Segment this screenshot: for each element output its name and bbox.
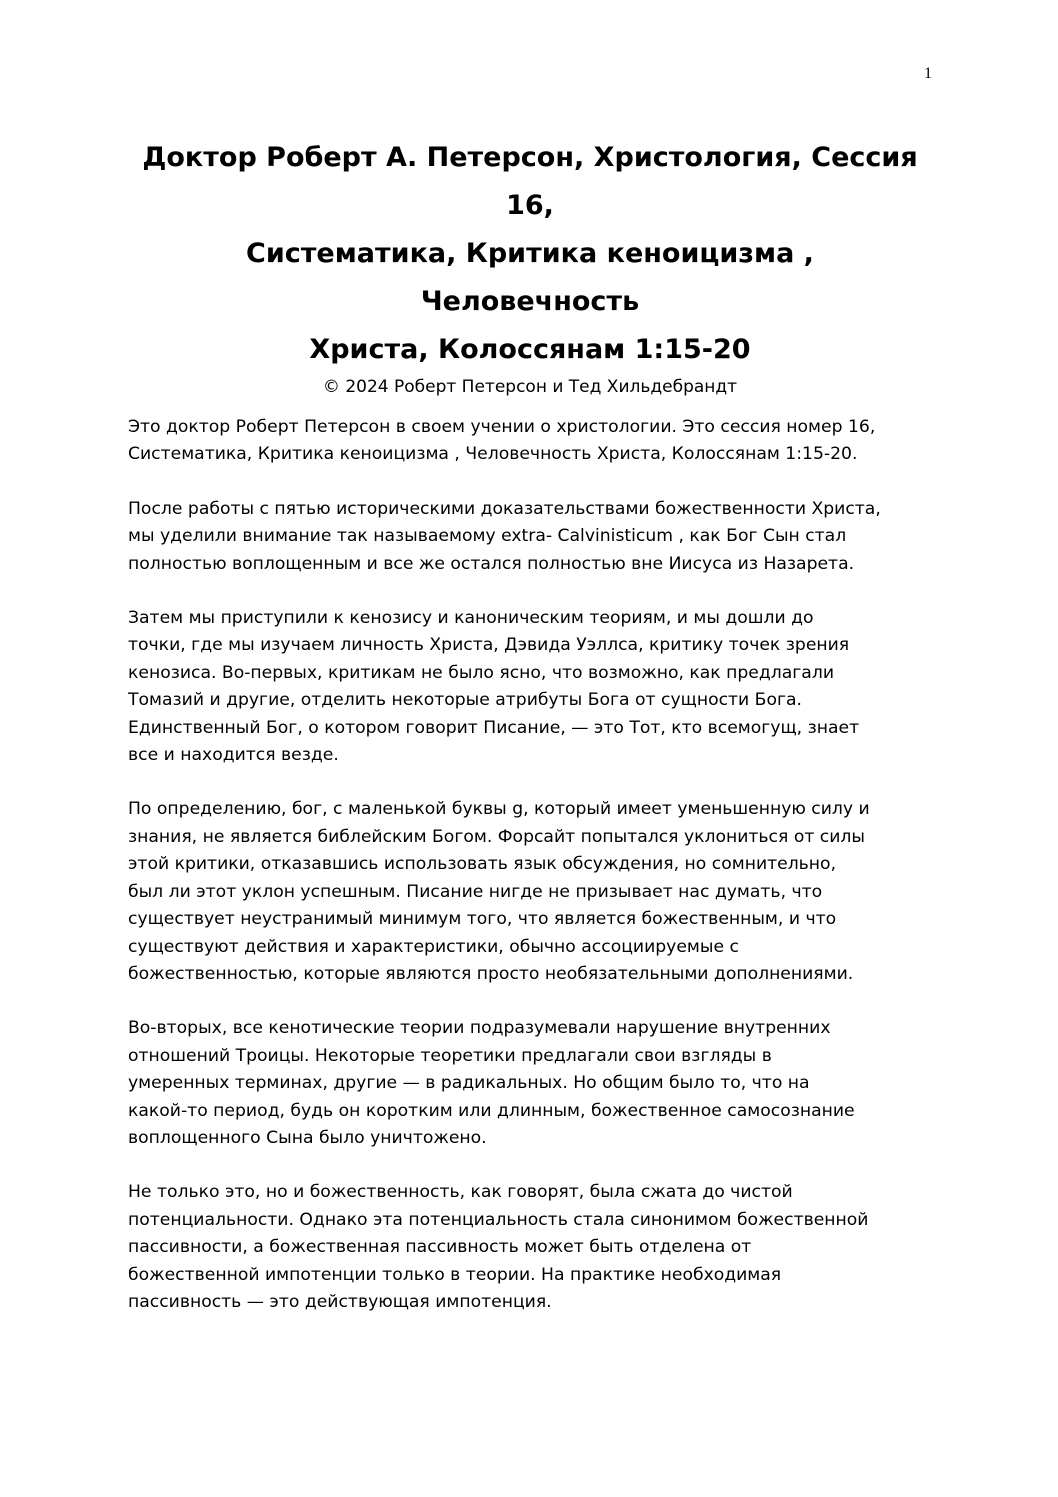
copyright-notice: © 2024 Роберт Петерсон и Тед Хильдебрандт — [322, 377, 738, 397]
paragraph-line: божественной импотенции только в теории. На практике необходимая — [128, 1264, 782, 1285]
paragraph — [128, 496, 936, 578]
paragraph — [128, 1015, 936, 1152]
paragraph-line: все и находится везде. — [128, 745, 339, 766]
paragraph-line: пассивность — это действующая импотенция. — [128, 1291, 552, 1312]
paragraph-line: Систематика, Критика кеноицизма , Человечность Христа, Колоссянам 1:15-20. — [128, 444, 858, 465]
paragraph-line: мы уделили внимание так называемому extra- Calvinisticum , как Бог Сын стал — [128, 526, 847, 547]
paragraph-line: Единственный Бог, о котором говорит Писание, — это Тот, кто всемогущ, знает — [128, 717, 860, 738]
title-line: Систематика, Критика кеноицизма , — [246, 238, 814, 269]
paragraph-line: был ли этот уклон успешным. Писание нигде не призывает нас думать, что — [128, 881, 823, 902]
paragraph-line: После работы с пятью историческими доказательствами божественности Христа, — [128, 498, 881, 519]
paragraph-line: точки, где мы изучаем личность Христа, Дэвида Уэллса, критику точек зрения — [128, 635, 850, 656]
paragraph-line: Затем мы приступили к кенозису и каноническим теориям, и мы дошли до — [128, 608, 814, 629]
paragraph-line: Не только это, но и божественность, как говорят, была сжата до чистой — [128, 1182, 793, 1203]
paragraph — [128, 605, 936, 769]
paragraph-line: полностью воплощенным и все же остался полностью вне Иисуса из Назарета. — [128, 553, 855, 574]
paragraph-line: Это доктор Роберт Петерсон в своем учении о христологии. Это сессия номер 16, — [128, 417, 876, 437]
paragraph-line: какой-то период, будь он коротким или длинным, божественное самосознание — [128, 1100, 855, 1121]
document-title — [80, 134, 980, 374]
paragraph-line: воплощенного Сына было уничтожено. — [128, 1127, 487, 1148]
paragraph-line: Томазий и другие, отделить некоторые атрибуты Бога от сущности Бога. — [128, 690, 803, 711]
paragraph-line: умеренных терминах, другие — в радикальных. Но общим было то, что на — [128, 1073, 810, 1094]
paragraph-line: Во-вторых, все кенотические теории подразумевали нарушение внутренних — [128, 1018, 831, 1039]
paragraph — [128, 1179, 936, 1316]
title-line: 16, — [506, 190, 554, 221]
paragraph-line: существует неустранимый минимум того, что является божественным, и что — [128, 909, 837, 930]
paragraph-line: пассивности, а божественная пассивность может быть отделена от — [128, 1237, 752, 1258]
paragraph-line: знания, не является библейским Богом. Форсайт попытался уклониться от силы — [128, 826, 865, 847]
paragraph-line: божественностью, которые являются просто необязательными дополнениями. — [128, 963, 854, 984]
paragraph-line: отношений Троицы. Некоторые теоретики предлагали свои взгляды в — [128, 1045, 772, 1066]
paragraph-line: этой критики, отказавшись использовать язык обсуждения, но сомнительно, — [128, 854, 837, 875]
paragraph — [128, 796, 936, 988]
document-body — [128, 414, 936, 1343]
document-header — [80, 134, 980, 400]
title-line: Человечность — [420, 286, 640, 317]
title-line: Христа, Колоссянам 1:15-20 — [309, 334, 751, 365]
title-line: Доктор Роберт А. Петерсон, Христология, Сессия — [142, 142, 918, 173]
paragraph-line: По определению, бог, с маленькой буквы g, который имеет уменьшенную силу и — [128, 799, 870, 820]
paragraph-line: потенциальности. Однако эта потенциальность стала синонимом божественной — [128, 1209, 869, 1230]
paragraph-line: существуют действия и характеристики, обычно ассоциируемые с — [128, 936, 739, 957]
page-number: 1 — [924, 65, 932, 82]
paragraph-line: кенозиса. Во-первых, критикам не было ясно, что возможно, как предлагали — [128, 662, 834, 683]
paragraph — [128, 414, 936, 469]
